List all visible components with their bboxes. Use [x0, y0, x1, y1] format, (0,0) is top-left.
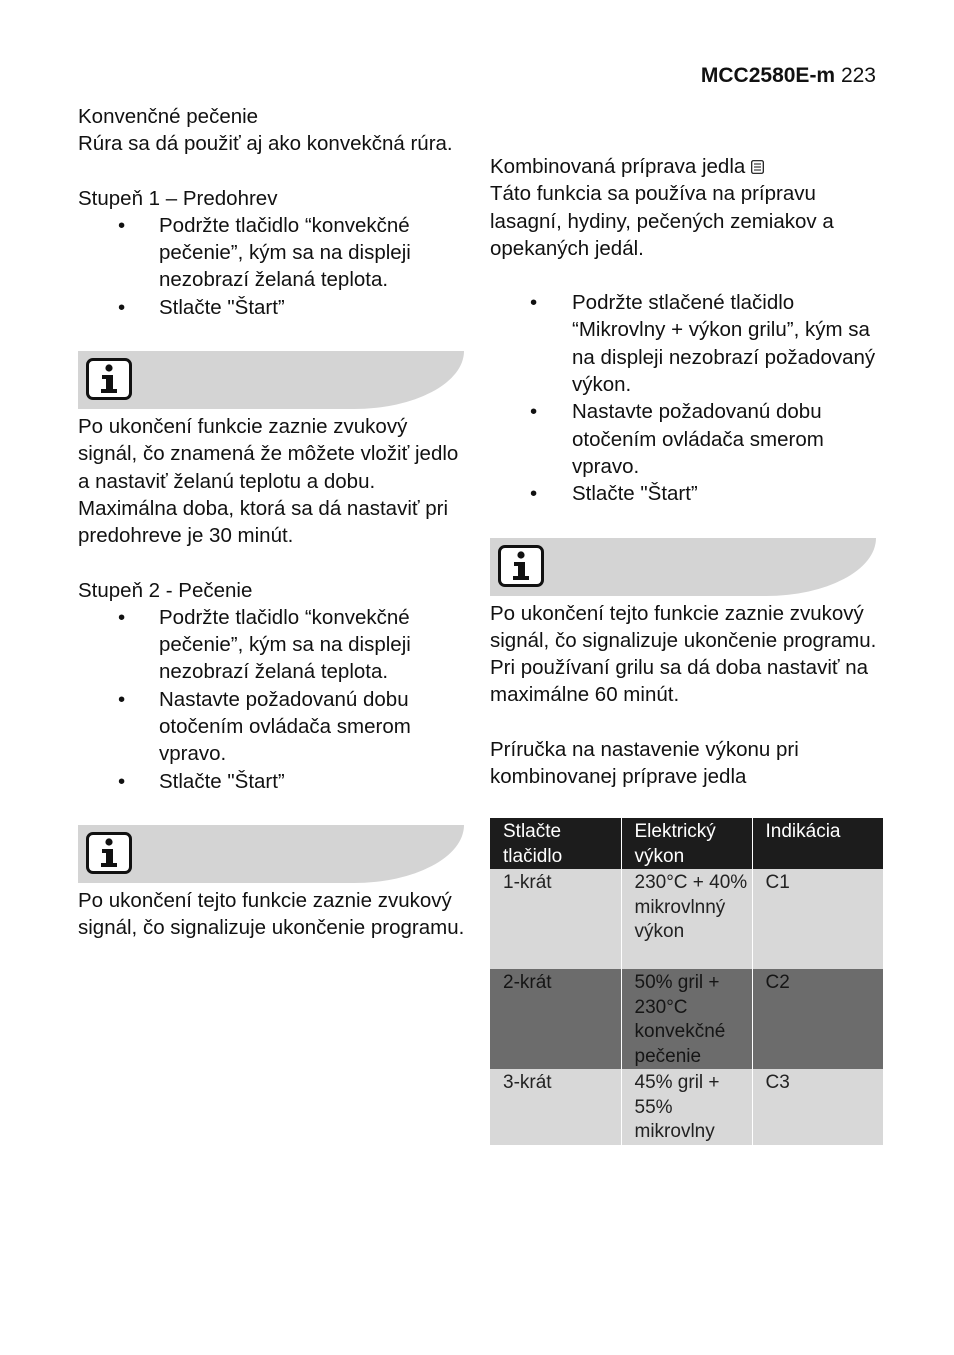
col-header-indication: Indikácia	[752, 818, 883, 869]
table-cell: 2-krát	[490, 969, 621, 1069]
step1-title: Stupeň 1 – Predohrev	[78, 186, 278, 210]
table-header-row	[490, 818, 883, 869]
table-cell: 3-krát	[490, 1069, 621, 1145]
step2-title: Stupeň 2 - Pečenie	[78, 578, 253, 602]
note-baking: Po ukončení tejto funkcie zaznie zvukový signál, čo signalizuje ukončenie programu.	[78, 888, 465, 940]
list-item: • Podržte tlačidlo “konvekčné pečenie”, kým sa na displeji nezobrazí želaná teplota.	[78, 604, 468, 686]
list-item: • Podržte tlačidlo “konvekčné pečenie”, kým sa na displeji nezobrazí želaná teplota.	[78, 212, 468, 294]
right-column	[490, 153, 882, 1145]
list-item: • Stlačte "Štart”	[78, 294, 468, 321]
list-item: • Nastavte požadovanú dobu otočením ovládača smerom vpravo.	[490, 398, 882, 480]
table-row	[490, 969, 883, 1069]
page-header	[701, 64, 876, 88]
left-column	[78, 103, 468, 942]
table-cell: 45% gril + 55% mikrovlny	[621, 1069, 752, 1145]
table-cell: C2	[752, 969, 883, 1069]
table-cell: 1-krát	[490, 869, 621, 969]
col-header-power: Elektrický výkon	[621, 818, 752, 869]
table-cell: C3	[752, 1069, 883, 1145]
info-banner	[78, 825, 464, 883]
table-title: Príručka na nastavenie výkonu pri kombinovanej príprave jedla	[490, 737, 799, 789]
combi-list	[490, 289, 882, 507]
section-title-convection: Konvenčné pečenie	[78, 105, 259, 128]
step1-list	[78, 212, 468, 321]
table-cell: 50% gril + 230°C konvekčné pečenie	[621, 969, 752, 1069]
note-preheat: Po ukončení funkcie zaznie zvukový signál, čo znamená že môžete vložiť jedlo a nastaviť želanú teplotu a dobu. Maximálna doba, ktorá sa dá nastaviť pri predohreve je 30 minút.	[78, 415, 459, 548]
info-icon	[86, 832, 132, 874]
note-grill-time: Pri používaní grilu sa dá doba nastaviť na maximálne 60 minút.	[490, 656, 869, 707]
power-settings-table	[490, 818, 883, 1145]
note-combi: Po ukončení tejto funkcie zaznie zvukový signál, čo signalizuje ukončenie programu.	[490, 601, 877, 652]
info-banner	[490, 538, 876, 596]
col-header-press: Stlačte tlačidlo	[490, 818, 621, 869]
table-cell: 230°C + 40% mikrovlnný výkon	[621, 869, 752, 969]
model-number: MCC2580E-m	[700, 64, 836, 87]
info-icon	[86, 358, 132, 400]
list-item: • Podržte stlačené tlačidlo “Mikrovlny + výkon grilu”, kým sa na displeji nezobrazí požadovaný výkon.	[490, 289, 882, 398]
table-row	[490, 1069, 883, 1145]
table-cell: C1	[752, 869, 883, 969]
step2-list	[78, 604, 468, 795]
microwave-grill-icon	[751, 160, 764, 174]
info-banner	[78, 351, 464, 409]
info-icon	[498, 545, 544, 587]
list-item: • Stlačte "Štart”	[78, 768, 468, 795]
combi-intro: Táto funkcia sa používa na prípravu lasagní, hydiny, pečených zemiakov a opekaných jedál.	[490, 182, 834, 260]
table-row	[490, 869, 883, 969]
page-number: 223	[840, 64, 876, 87]
convection-intro: Rúra sa dá použiť aj ako konvekčná rúra.	[78, 132, 453, 156]
section-title-combi: Kombinovaná príprava jedla	[490, 153, 882, 180]
list-item: • Stlačte "Štart”	[490, 480, 882, 507]
list-item: • Nastavte požadovanú dobu otočením ovládača smerom vpravo.	[78, 686, 468, 768]
